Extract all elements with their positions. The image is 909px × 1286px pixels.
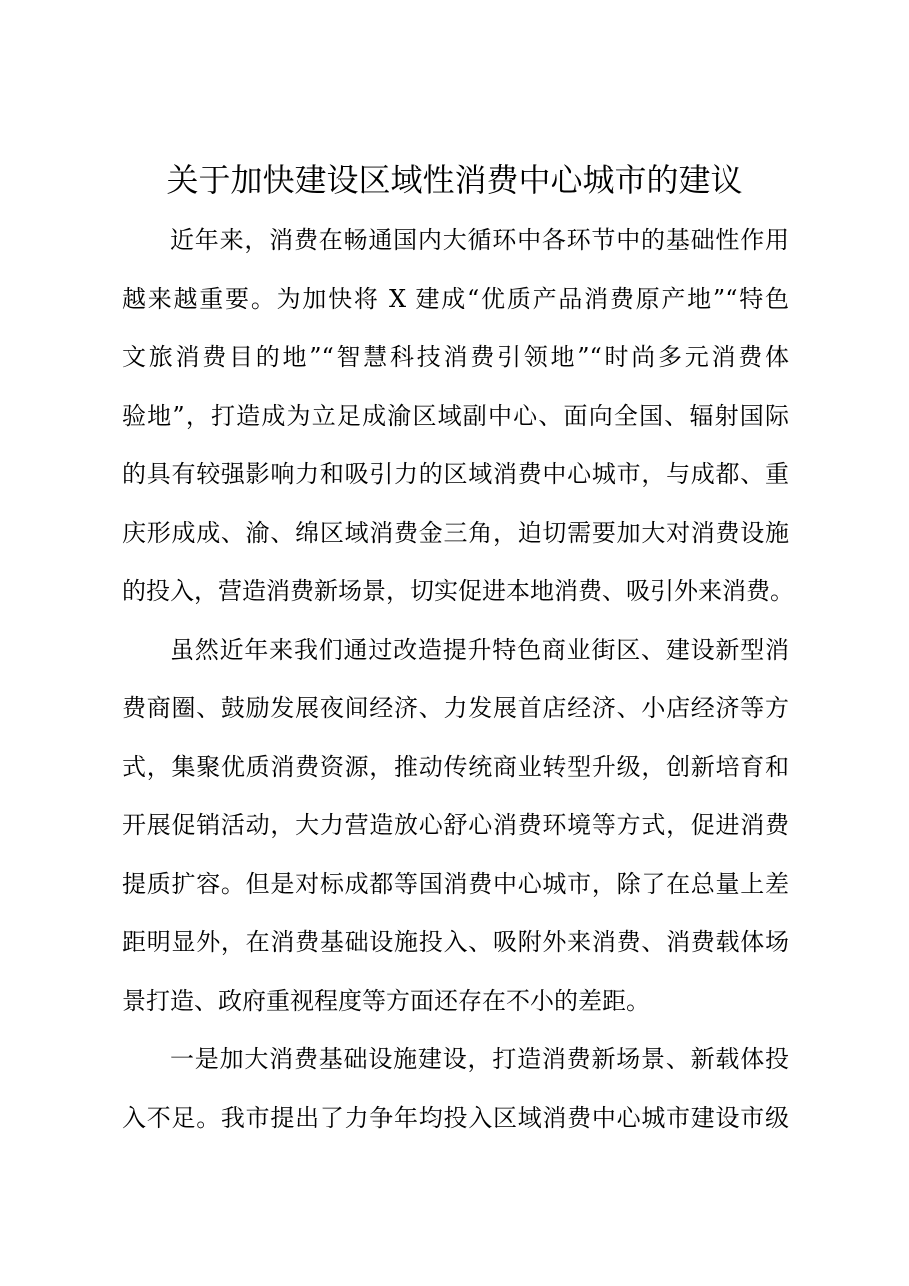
paragraph-3	[122, 1030, 789, 1147]
text-line: 一是加大消费基础设施建设，打造消费新场景、新载体投	[170, 1045, 789, 1073]
text-line: 的具有较强影响力和吸引力的区域消费中心城市，与成都、重	[122, 460, 789, 488]
text-line: 开展促销活动，大力营造放心舒心消费环境等方式，促进消费	[122, 811, 789, 839]
text-line: 提质扩容。但是对标成都等国消费中心城市，除了在总量上差	[122, 869, 789, 898]
text-line: 近年来，消费在畅通国内大循环中各环节中的基础性作用	[170, 226, 789, 254]
text-line: 费商圈、鼓励发展夜间经济、力发展首店经济、小店经济等方	[122, 694, 789, 722]
text-line: 的投入，营造消费新场景，切实促进本地消费、吸引外来消费。	[122, 577, 794, 605]
text-line: 验地”，打造成为立足成渝区域副中心、面向全国、辐射国际	[122, 401, 789, 430]
text-line: 式，集聚优质消费资源，推动传统商业转型升级，创新培育和	[122, 752, 789, 781]
text-line: 入不足。我市提出了力争年均投入区域消费中心城市建设市级	[122, 1103, 789, 1132]
document-title: 关于加快建设区域性消费中心城市的建议	[166, 161, 743, 199]
text-line: 越来越重要。为加快将 X 建成“优质产品消费原产地”“特色	[122, 284, 789, 313]
text-line: 文旅消费目的地”“智慧科技消费引领地”“时尚多元消费体	[122, 343, 789, 371]
text-line: 景打造、政府重视程度等方面还存在不小的差距。	[122, 986, 650, 1015]
text-line: 距明显外，在消费基础设施投入、吸附外来消费、消费载体场	[122, 928, 789, 956]
paragraph-2	[122, 621, 789, 1031]
text-line: 庆形成成、渝、绵区域消费金三角，迫切需要加大对消费设施	[122, 518, 789, 547]
document-body	[122, 211, 794, 1147]
paragraph-1	[122, 211, 794, 621]
text-line: 虽然近年来我们通过改造提升特色商业街区、建设新型消	[170, 635, 789, 664]
